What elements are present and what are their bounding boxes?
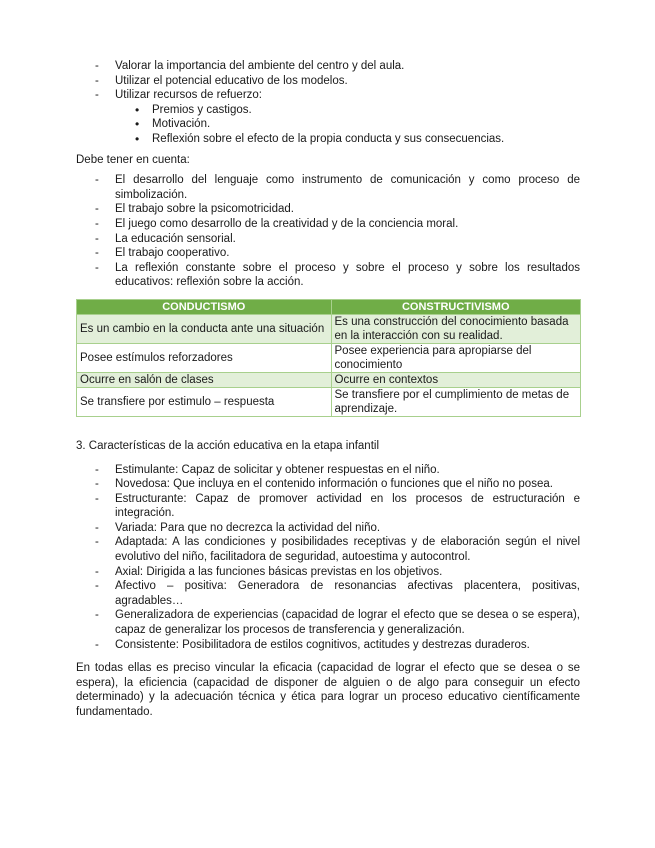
table-cell: Posee estímulos reforzadores xyxy=(77,343,332,372)
page-content xyxy=(76,59,580,720)
table-row xyxy=(77,387,581,416)
list-item: - Estimulante: Capaz de solicitar y obtener respuestas en el niño. xyxy=(76,463,580,478)
list-item: - El trabajo cooperativo. xyxy=(76,246,580,261)
tener-heading: Debe tener en cuenta: xyxy=(76,153,190,166)
list-item: - La educación sensorial. xyxy=(76,232,580,247)
closing-paragraph: En todas ellas es preciso vincular la eficacia (capacidad de lograr el efecto que se desea o se espera), la eficiencia (capacidad de disponer de alguien o de algo para conseguir un efecto determinado) y la adecuación técnica y ética para lograr un proceso educativo científicamente fundamentado. xyxy=(76,662,580,718)
table-cell: Se transfiere por estimulo – respuesta xyxy=(77,387,332,416)
table-header-row xyxy=(77,299,581,314)
comparison-table xyxy=(76,299,581,417)
list-item: - El juego como desarrollo de la creatividad y de la conciencia moral. xyxy=(76,217,580,232)
table-cell: Es un cambio en la conducta ante una situación xyxy=(77,314,332,343)
sublist-item: • Reflexión sobre el efecto de la propia conducta y sus consecuencias. xyxy=(133,132,580,147)
list-item: - Novedosa: Que incluya en el contenido información o funciones que el niño no posea. xyxy=(76,477,580,492)
list-item: - Generalizadora de experiencias (capacidad de lograr el efecto que se desea o se espera), capaz de generalizar los procesos de transferencia y generalización. xyxy=(76,608,580,637)
table-row xyxy=(77,314,581,343)
list-item: - El trabajo sobre la psicomotricidad. xyxy=(76,202,580,217)
strategy-list xyxy=(76,59,580,103)
sublist-item: • Motivación. xyxy=(133,117,580,132)
table-cell: Se transfiere por el cumplimiento de metas de aprendizaje. xyxy=(331,387,580,416)
list-item: - Utilizar el potencial educativo de los modelos. xyxy=(76,74,580,89)
header-conductismo: CONDUCTISMO xyxy=(77,299,332,314)
table-row xyxy=(77,343,581,372)
list-item: - La reflexión constante sobre el proceso y sobre el proceso y sobre los resultados educativos: reflexión sobre la acción. xyxy=(76,261,580,290)
characteristics-list xyxy=(76,463,580,653)
list-item: - Consistente: Posibilitadora de estilos cognitivos, actitudes y destrezas duraderos. xyxy=(76,638,580,653)
list-item: - Valorar la importancia del ambiente del centro y del aula. xyxy=(76,59,580,74)
header-constructivismo: CONSTRUCTIVISMO xyxy=(331,299,580,314)
table-row xyxy=(77,372,581,387)
list-item: - Axial: Dirigida a las funciones básicas previstas en los objetivos. xyxy=(76,565,580,580)
list-item: - Utilizar recursos de refuerzo: xyxy=(76,88,580,103)
reinforcement-sublist xyxy=(76,103,580,147)
list-item: - Estructurante: Capaz de promover actividad en los procesos de estructuración e integración. xyxy=(76,492,580,521)
tener-list xyxy=(76,173,580,290)
list-item: - Afectivo – positiva: Generadora de resonancias afectivas placentera, positivas, agradables… xyxy=(76,579,580,608)
list-item: - El desarrollo del lenguaje como instrumento de comunicación y como proceso de simbolización. xyxy=(76,173,580,202)
table-cell: Ocurre en salón de clases xyxy=(77,372,332,387)
table-cell: Ocurre en contextos xyxy=(331,372,580,387)
table-cell: Posee experiencia para apropiarse del conocimiento xyxy=(331,343,580,372)
section-title: 3. Características de la acción educativa en la etapa infantil xyxy=(76,439,380,452)
list-item: - Variada: Para que no decrezca la actividad del niño. xyxy=(76,521,580,536)
list-item: - Adaptada: A las condiciones y posibilidades receptivas y de elaboración según el nivel evolutivo del niño, facilitadora de seguridad, autoestima y autocontrol. xyxy=(76,535,580,564)
sublist-item: • Premios y castigos. xyxy=(133,103,580,118)
table-cell: Es una construcción del conocimiento basada en la interacción con su realidad. xyxy=(331,314,580,343)
